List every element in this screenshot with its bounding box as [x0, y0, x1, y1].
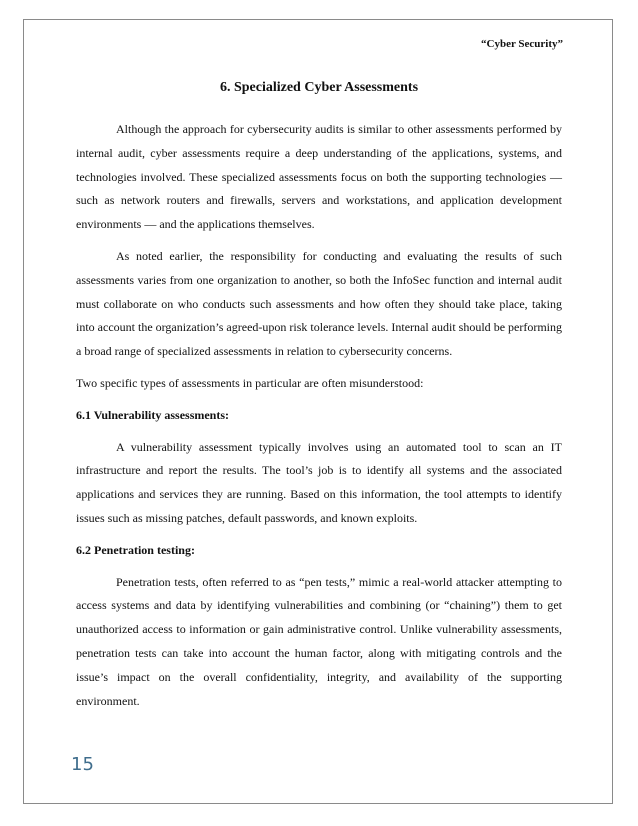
paragraph: Penetration tests, often referred to as “pen tests,” mimic a real-world attacker attempting to access systems and data by identifying vulnerabilities and combining (or “chaining”) them to get unauthorized access to information or gain administrative control. Unlike vulnerability assessments, penetration tests can take into account the human factor, along with mitigating controls and the issue’s impact on the overall confidentiality, integrity, and availability of the supporting environment. [76, 574, 562, 708]
intro-paragraph: Two specific types of assessments in particular are often misunderstood: [76, 375, 424, 390]
running-header: “Cyber Security” [481, 38, 563, 50]
subsection-heading: 6.1 Vulnerability assessments: [76, 407, 230, 422]
subsection-heading: 6.2 Penetration testing: [76, 542, 195, 557]
paragraph: Although the approach for cybersecurity audits is similar to other assessments performed by internal audit, cyber assessments require a deep understanding of the applications, systems, and technologies involved. These specialized assessments focus on both the supporting technologies — such as network routers and firewalls, servers and workstations, and application development environments — and the applications themselves. [76, 122, 562, 232]
document-body [76, 79, 562, 721]
paragraph: As noted earlier, the responsibility for conducting and evaluating the results of such assessments varies from one organization to another, so both the InfoSec function and internal audit must collaborate on who conducts such assessments and how often they should take place, taking into account the organization’s agreed-upon risk tolerance levels. Internal audit should be performing a broad range of specialized assessments in relation to cybersecurity concerns. [76, 248, 562, 359]
section-title: 6. Specialized Cyber Assessments [219, 80, 419, 95]
page-number: 15 [71, 754, 94, 775]
paragraph: A vulnerability assessment typically involves using an automated tool to scan an IT infrastructure and report the results. The tool’s job is to identify all systems and the associated applications and services they are running. Based on this information, the tool attempts to identify issues such as missing patches, default passwords, and known exploits. [76, 439, 562, 525]
